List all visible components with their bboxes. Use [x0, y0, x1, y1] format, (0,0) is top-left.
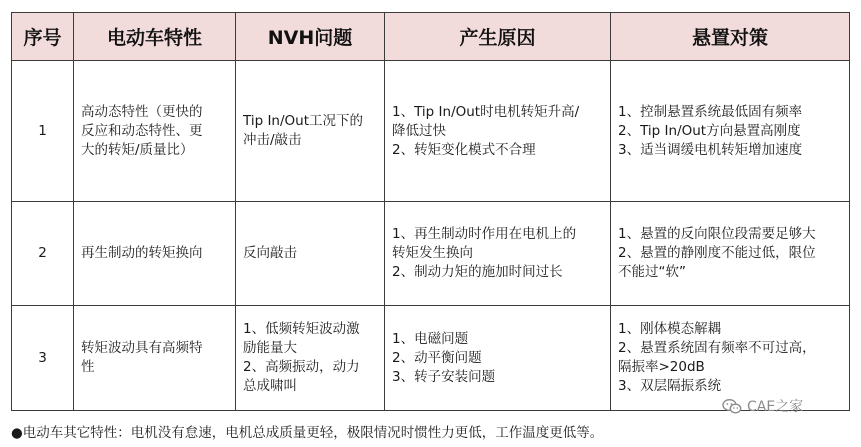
text-line: 1、悬置的反向限位段需要足够大: [618, 226, 816, 242]
text-line: 励能量大: [243, 340, 297, 356]
table-row: [12, 202, 850, 306]
text-line: 2、转矩变化模式不合理: [392, 141, 536, 158]
text-line: 反向敲击: [243, 245, 297, 261]
text-line: 3、转子安装问题: [392, 368, 496, 385]
watermark-text: CAE之家: [747, 399, 804, 415]
text-line: 1、电磁问题: [392, 330, 469, 347]
wechat-icon: [722, 398, 742, 415]
text-line: 转矩发生换向: [392, 245, 473, 261]
text-line: 2、悬置的静刚度不能过低，限位: [618, 245, 816, 261]
text-line: 不能过“软”: [618, 264, 686, 280]
text-line: 2、动平衡问题: [392, 349, 482, 366]
header-nvh: NVH问题: [236, 13, 385, 61]
row-number: 3: [12, 306, 74, 411]
text-line: 1、控制悬置系统最低固有频率: [618, 103, 803, 120]
text-line: 性: [81, 359, 95, 375]
text-line: 转矩波动具有高频特: [81, 340, 203, 356]
table-row: [12, 61, 850, 202]
text-line: 1、Tip In/Out时电机转矩升高/: [392, 103, 580, 120]
text-line: Tip In/Out工况下的: [243, 113, 364, 129]
text-line: 2、高频振动，动力: [243, 359, 360, 375]
footnote: ●电动车其它特性：电机没有怠速，电机总成质量更轻，极限情况时惯性力更低，工作温度更低等。: [11, 425, 604, 441]
text-line: 2、悬置系统固有频率不可过高，: [618, 340, 816, 356]
nvh-table: [11, 12, 850, 411]
row-number: 1: [12, 61, 74, 202]
nvh-cell: [236, 61, 385, 202]
header-no: 序号: [12, 13, 74, 61]
text-line: 1、刚体模态解耦: [618, 321, 722, 337]
text-line: 降低过快: [392, 122, 446, 139]
text-line: 再生制动的转矩换向: [81, 245, 203, 261]
row-number: 2: [12, 202, 74, 306]
feature-cell: [74, 202, 236, 306]
header-feature: 电动车特性: [74, 13, 236, 61]
feature-cell: [74, 306, 236, 411]
table-header-row: [12, 13, 850, 61]
text-line: 2、Tip In/Out方向悬置高刚度: [618, 122, 801, 139]
measure-cell: [611, 306, 850, 411]
text-line: 3、适当调缓电机转矩增加速度: [618, 141, 803, 158]
table-row: [12, 306, 850, 411]
cause-cell: [385, 306, 611, 411]
nvh-cell: [236, 306, 385, 411]
text-line: 隔振率>20dB: [618, 359, 705, 375]
measure-cell: [611, 202, 850, 306]
text-line: 冲击/敲击: [243, 132, 302, 148]
measure-cell: [611, 61, 850, 202]
cause-cell: [385, 202, 611, 306]
feature-cell: [74, 61, 236, 202]
text-line: 2、制动力矩的施加时间过长: [392, 264, 563, 280]
header-measure: 悬置对策: [611, 13, 850, 61]
text-line: 高动态特性（更快的: [81, 103, 203, 120]
text-line: 反应和动态特性、更: [81, 122, 203, 139]
text-line: 1、低频转矩波动激: [243, 321, 360, 337]
watermark: [722, 396, 803, 416]
text-line: 总成啸叫: [243, 378, 297, 394]
header-cause: 产生原因: [385, 13, 611, 61]
text-line: 1、再生制动时作用在电机上的: [392, 226, 577, 242]
cause-cell: [385, 61, 611, 202]
text-line: 3、双层隔振系统: [618, 378, 722, 394]
nvh-cell: [236, 202, 385, 306]
text-line: 大的转矩/质量比）: [81, 141, 194, 158]
